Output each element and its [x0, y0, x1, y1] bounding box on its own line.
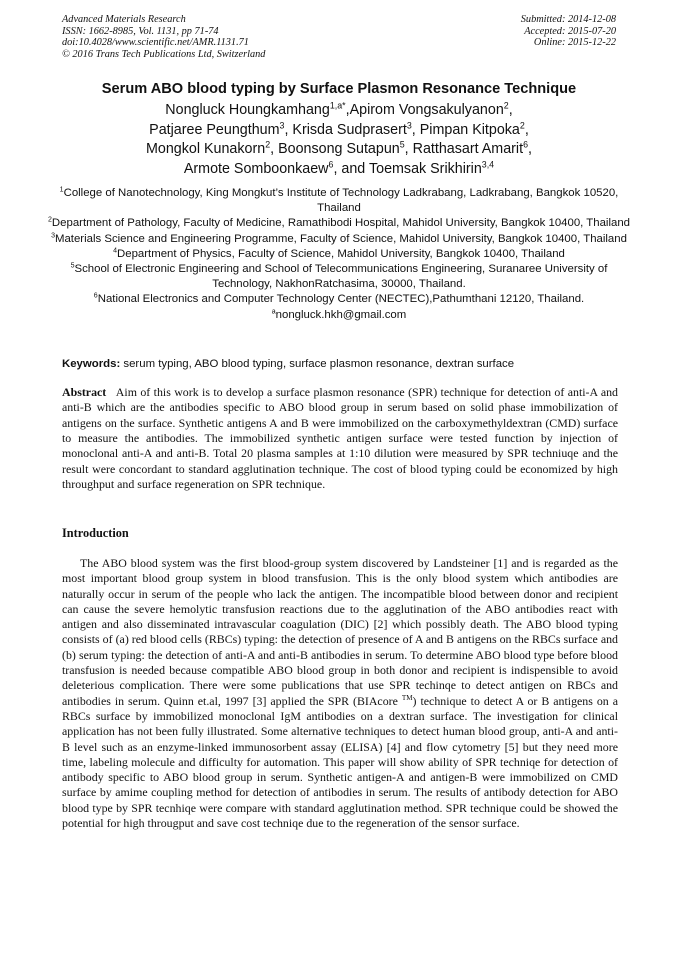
author-affil-mark: 2 — [503, 100, 509, 111]
dates-header — [521, 14, 616, 49]
author-name: Armote Somboonkaew — [183, 160, 329, 177]
keywords-text: serum typing, ABO blood typing, surface plasmon resonance, dextran surface — [123, 358, 515, 370]
author-separator: , — [284, 121, 293, 138]
author-name: Toemsak Srikhirin — [368, 160, 482, 177]
journal-header — [62, 14, 265, 60]
submitted-date: Submitted: 2014-12-08 — [520, 14, 616, 25]
affiliation — [44, 262, 634, 292]
author-affil-mark: 3 — [406, 120, 412, 131]
author-affil-mark: 6 — [523, 139, 529, 150]
introduction-heading: Introduction — [62, 526, 129, 540]
keywords-label: Keywords: — [62, 358, 121, 370]
author-name: Krisda Sudprasert — [292, 121, 407, 138]
author-name: Apirom Vongsakulyanon — [349, 102, 504, 118]
email-text: nongluck.hkh@gmail.com — [275, 308, 407, 321]
affiliation-number: 5 — [70, 262, 75, 270]
author-name: Patjaree Peungthum — [149, 121, 280, 138]
author-separator: , — [411, 121, 420, 138]
affiliation — [44, 216, 634, 231]
author-affil-mark: 2 — [519, 120, 525, 131]
online-date: Online: 2015-12-22 — [533, 37, 616, 49]
author-affil-mark: 3,4 — [481, 159, 495, 170]
author-affil-mark: 1,a* — [329, 100, 346, 111]
paper-title: Serum ABO blood typing by Surface Plasmon Resonance Technique — [101, 81, 577, 97]
affiliation-number: a — [271, 308, 276, 316]
author-name: Mongkol Kunakorn — [145, 141, 266, 157]
corresponding-email — [44, 308, 634, 323]
affiliation-number: 3 — [51, 232, 55, 240]
author-separator: , and — [333, 160, 369, 177]
journal-name: Advanced Materials Research — [62, 14, 186, 25]
abstract-label: Abstract — [62, 385, 107, 399]
affiliation — [44, 292, 634, 307]
author-list — [40, 101, 638, 179]
author-name: Pimpan Kitpoka — [419, 121, 520, 138]
author-separator: , — [528, 141, 532, 157]
author-separator: , — [270, 141, 279, 157]
abstract — [62, 385, 618, 492]
author-name: Nongluck Houngkamhang — [165, 102, 330, 118]
affiliation-text: Department of Pathology, Faculty of Medicine, Ramathibodi Hospital, Mahidol University, Bangkok 10400, Thailand — [51, 217, 630, 230]
trademark-mark: TM — [401, 693, 413, 702]
affiliation-text: National Electronics and Computer Technology Center (NECTEC),Pathumthani 12120, Thailand. — [97, 293, 585, 306]
author-affil-mark: 3 — [279, 120, 285, 131]
affiliation-text: Department of Physics, Faculty of Science, Mahidol University, Bangkok 10400, Thailand — [117, 247, 565, 260]
author-name: Boonsong Sutapun — [278, 141, 400, 157]
author-affil-mark: 5 — [399, 139, 405, 150]
affiliation-text: School of Electronic Engineering and School of Telecommunications Engineering, Suranaree University of Technology, NakhonRatchasima, 30000, Thailand. — [74, 263, 608, 291]
author-separator: , — [508, 102, 513, 118]
accepted-date: Accepted: 2015-07-20 — [524, 25, 616, 37]
affiliation-number: 6 — [93, 293, 98, 301]
introduction-text-part1: The ABO blood system was the first blood-group system discovered by Landsteiner [1] and is regarded as the most important blood group system in blood transfusion. This is the only blood system which antibodies are naturally occur in serum of the people who lack the antigen. The incompatible blood between donor and recipient can cause the severe hemolytic transfusion reactions due to the agglutination of the ABO antibodies react with antigen and also disseminated intravascular coagulation (DIC) [2] which possibly death. The ABO blood typing consists of (a) red blood cells (RBCs) typing: the detection of presence of A and B antigens on the RBCs surface and (b) serum typing: the detection of anti-A and anti-B antibodies in serum. To determine ABO blood type before blood transfusion is needed because compatible ABO blood group in both donor and recipient is indispensible to avoid deleterious complication. There were some publications that use SPR techinqe to detect antigen on RBCs and antibodies in serum. Quinn et.al, 1997 [3] applied the SPR (BIAcore — [62, 556, 618, 708]
affiliation-number: 1 — [59, 186, 64, 194]
journal-doi: doi:10.4028/www.scientific.net/AMR.1131.71 — [62, 37, 249, 49]
affiliation — [44, 247, 634, 262]
author-name: Ratthasart Amarit — [412, 141, 524, 157]
introduction-text — [62, 556, 618, 831]
author-separator: , — [524, 121, 529, 138]
abstract-text: Aim of this work is to develop a surface plasmon resonance (SPR) technique for detection of anti-A and anti-B which are the antibodies specific to ABO blood group in serum based on solid phase immobilization of antigens on the surface. Synthetic antigens A and B were immobilized on the carboxymethyldextran (CMD) surface to measure the antibodies. The immobilized synthetic antigen surface were tested function by injection of monoclonal anti-A and anti-B. Total 20 plasma samples at 1:10 dilution were measured by SPR techniuqe and the result were concordant to standard agglutination technique. The cost of blood typing could be economized by high throughput and surface regeneration on SPR technique. — [62, 385, 619, 492]
affiliation-text: Materials Science and Engineering Programme, Faculty of Science, Mahidol University, Bangkok 10400, Thailand — [54, 232, 627, 245]
author-affil-mark: 2 — [265, 139, 271, 150]
author-separator: , — [345, 102, 350, 118]
introduction-text-part2: ) technique to detect A or B antigens on a RBCs surface by immobilized monoclonal IgM antibodies on a dextran surface. The investigation for clinical application has not been fully illustrated. Some alternative techniques to detect human blood group, anti-A and anti-B level such as an enzyme-linked immunosorbent assay (ELISA) [4] and flow cytometry [5] but they need more time, labeling molecule and difficulty for automation. This paper will show ability of SPR techniqe for detection of antibody specific to ABO blood group in serum. Synthetic antigen-A and antigen-B were immobilized on CMD surface by amime coupling method for detection of antibodies in serum. The results of antibody detection for ABO blood type by SPR tecnhiqe were compare with standard agglutination method. SPR technique could be showed the potential for high througput and save cost techniqe due to the regeneration of the sensor surface. — [62, 693, 618, 831]
author-affil-mark: 6 — [328, 159, 334, 170]
affiliation-number: 2 — [48, 217, 52, 225]
keywords — [62, 357, 618, 372]
journal-issn: ISSN: 1662-8985, Vol. 1131, pp 71-74 — [62, 25, 219, 37]
author-separator: , — [404, 141, 413, 157]
affiliation-text: College of Nanotechnology, King Mongkut’s Institute of Technology Ladkrabang, Ladkrabang, Bangkok 10520, Thailand — [63, 187, 619, 215]
affiliation — [44, 232, 634, 247]
affiliation — [44, 186, 634, 216]
journal-copyright: © 2016 Trans Tech Publications Ltd, Switzerland — [62, 48, 266, 60]
affiliation-list — [44, 186, 634, 323]
affiliation-number: 4 — [113, 247, 118, 255]
